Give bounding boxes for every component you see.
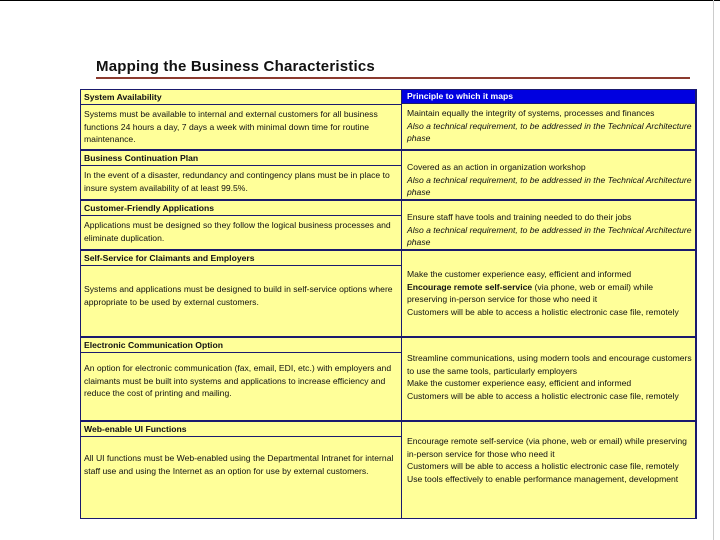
characteristic-cell <box>81 201 402 249</box>
principle-line: Streamline communications, using modern tools and encourage customers to use the same tools, particularly employers <box>407 353 692 376</box>
characteristic-cell <box>81 90 402 149</box>
principle-line: Make the customer experience easy, efficient and informed <box>407 269 632 279</box>
characteristic-heading: Electronic Communication Option <box>81 338 401 353</box>
top-border <box>0 0 720 1</box>
characteristic-cell <box>81 422 402 518</box>
principle-line: Use tools effectively to enable performance management, development <box>407 473 679 484</box>
principle-bold: Encourage remote self-service <box>407 281 533 292</box>
characteristics-table <box>80 89 697 519</box>
characteristic-heading: Web-enable UI Functions <box>81 422 401 437</box>
table-row <box>81 338 695 422</box>
principle-line: Maintain equally the integrity of systems, processes and finances <box>407 108 655 118</box>
characteristic-cell <box>81 151 402 199</box>
principle-cell <box>402 338 695 420</box>
page-title: Mapping the Business Characteristics <box>96 58 375 75</box>
right-border <box>713 0 714 540</box>
principle-cell <box>402 151 695 199</box>
table-row <box>81 90 695 151</box>
principle-line: Ensure staff have tools and training needed to do their jobs <box>407 212 632 222</box>
principle-line: Customers will be able to access a holistic electronic case file, remotely <box>407 461 679 472</box>
table-row <box>81 422 695 518</box>
characteristic-cell <box>81 251 402 336</box>
table-row <box>81 201 695 251</box>
characteristic-text: Systems must be available to internal and external customers for all business functions 24 hours a day, 7 days a week with minimal down time for routine maintenance. <box>84 109 378 145</box>
characteristic-text: Systems and applications must be designed to build in self-service options where appropriate to be used by external customers. <box>84 284 393 307</box>
principle-line <box>407 281 692 306</box>
principle-note: Also a technical requirement, to be addressed in the Technical Architecture phase <box>407 224 692 248</box>
title-underline <box>96 77 690 79</box>
characteristic-heading: Self-Service for Claimants and Employers <box>81 251 401 266</box>
characteristic-heading: Business Continuation Plan <box>81 151 401 166</box>
characteristic-text: Applications must be designed so they follow the logical business processes and eliminate duplication. <box>84 220 391 243</box>
characteristic-cell <box>81 338 402 420</box>
characteristic-text: An option for electronic communication (fax, email, EDI, etc.) with employers and claimants must be built into systems and applications to increase efficiency and reduce the cost of printing and mailing. <box>84 363 392 399</box>
principle-cell <box>402 422 695 518</box>
principle-note: Also a technical requirement, to be addressed in the Technical Architecture phase <box>407 174 692 198</box>
principle-cell <box>402 90 695 149</box>
principle-line: Covered as an action in organization workshop <box>407 162 586 172</box>
principle-cell <box>402 201 695 249</box>
principle-rest: (via phone, web or email) while preserving in-person service for those who need it <box>407 281 654 305</box>
principle-note: Also a technical requirement, to be addressed in the Technical Architecture phase <box>407 120 692 144</box>
principle-line: Make the customer experience easy, efficient and informed <box>407 378 632 389</box>
principle-line: Customers will be able to access a holistic electronic case file, remotely <box>407 306 679 317</box>
characteristic-text: All UI functions must be Web-enabled using the Departmental Intranet for internal staff use and using the Internet as an option for use by external customers. <box>84 453 394 476</box>
characteristic-text: In the event of a disaster, redundancy and contingency plans must be in place to insure system availability of at least 99.5%. <box>84 170 390 193</box>
characteristic-heading: Customer-Friendly Applications <box>81 201 401 216</box>
table-row <box>81 251 695 338</box>
table-row <box>81 151 695 201</box>
principle-line: Customers will be able to access a holistic electronic case file, remotely <box>407 390 679 401</box>
principle-line: Encourage remote self-service (via phone, web or email) while preserving in-person service for those who need it <box>407 436 687 459</box>
principle-header: Principle to which it maps <box>402 90 695 104</box>
principle-cell <box>402 251 695 336</box>
characteristic-heading: System Availability <box>81 90 401 105</box>
